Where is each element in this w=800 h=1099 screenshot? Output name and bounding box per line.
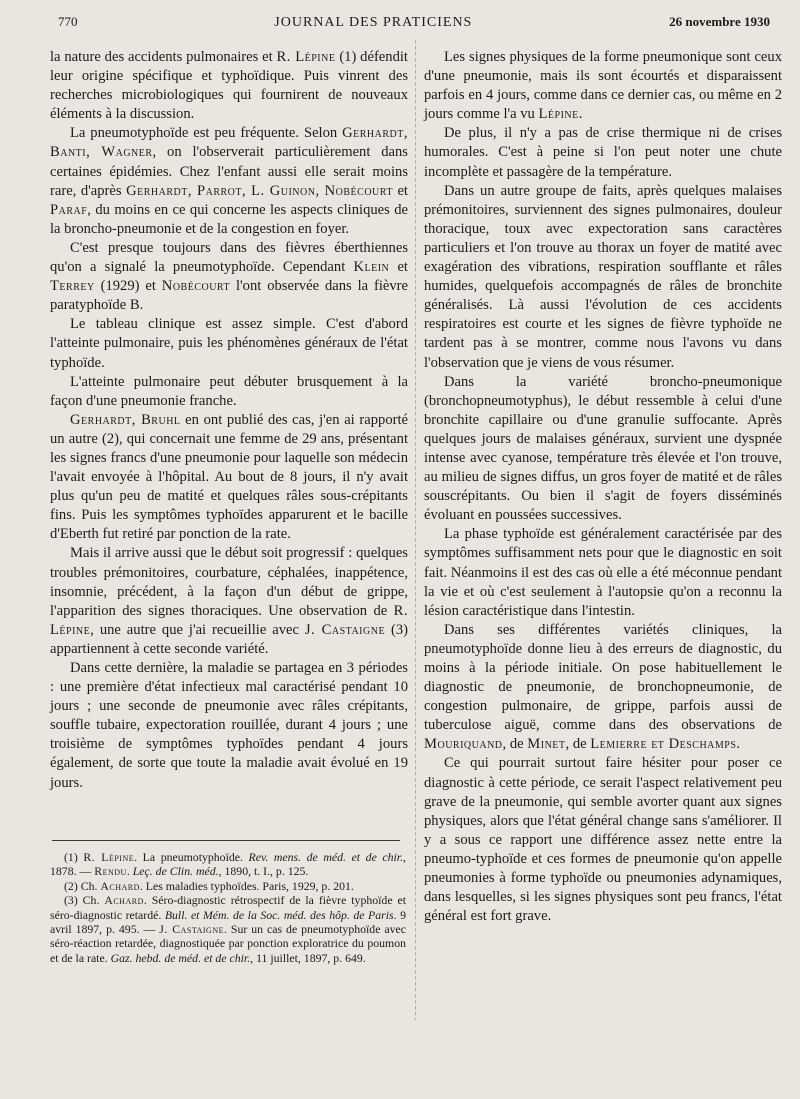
paragraph: Le tableau clinique est assez simple. C'est d'abord l'atteinte pulmonaire, puis les phénomènes généraux de l'état typhoïde. (50, 316, 408, 371)
author-name: Lépine (538, 106, 579, 123)
author-name: Lemierre et Deschamps (590, 736, 737, 753)
author-name: J. Castaigne (304, 621, 386, 638)
author-name: Gerhardt, Bruhl (70, 411, 181, 428)
paragraph: La phase typhoïde est généralement caractérisée par des symptômes suffisamment nets pour que le diagnostic en soit fait. Néanmoins il est des cas où elle a été méconnue pendant la vie et où c'est seulement à l'autopsie qu'on a reconnu la lésion caractéristique dans l'intestin. (424, 526, 782, 619)
paragraph: La pneumotyphoïde est peu fréquente. Selon Gerhardt, Banti, Wagner, on l'observerait particulièrement dans certaines épidémies. Chez l'enfant aussi elle serait moins rare, d'après Gerhardt, Parrot, L. Guinon, Nobécourt et Paraf, du moins en ce qui concerne les aspects cliniques de la broncho-pneumonie et de la congestion en foyer. (50, 125, 408, 237)
paragraph: Mais il arrive aussi que le début soit progressif : quelques troubles prémonitoires, courbature, céphalées, inappétence, insomnie, précédent, à la façon d'un début de grippe, l'apparition des signes thoraciques. Une observation de R. Lépine, une autre que j'ai recueillie avec J. Castaigne (3) appartiennent à cette seconde variété. (50, 545, 408, 657)
author-name: R. Lépine (276, 49, 336, 65)
running-header (58, 14, 770, 36)
author-name: Paraf (50, 201, 88, 218)
author-name: R. Lépine (50, 602, 408, 638)
footnote-2: (2) Ch. Achard. Les maladies typhoïdes. Paris, 1929, p. 201. (64, 878, 354, 893)
paragraph: L'atteinte pulmonaire peut débuter brusquement à la façon d'une pneumonie franche. (50, 373, 408, 409)
author-name: Terrey (50, 278, 95, 295)
author-name: Mouriquand (424, 736, 503, 753)
author-name: Gerhardt, Banti, Wagner (50, 125, 408, 161)
author-name: Klein (353, 259, 390, 276)
footnote-rule (52, 840, 400, 841)
issue-date: 26 novembre 1930 (669, 14, 770, 29)
paragraph: De plus, il n'y a pas de crise thermique ni de crises humorales. C'est à peine si l'on peut noter une chute incomplète et passagère de la température. (424, 125, 782, 180)
footnote-1: (1) R. Lépine. La pneumotyphoïde. Rev. mens. de méd. et de chir., 1878. — Rendu. Leç. de Clin. méd., 1890, t. I., p. 125. (50, 850, 406, 879)
author-name: Gerhardt, Parrot, L. Guinon, Nobécourt (126, 182, 393, 199)
paragraph: Dans un autre groupe de faits, après quelques malaises prémonitoires, surviennent des signes pulmonaires, douleur thoracique, toux avec expectoration sans caractères particuliers et l'on trouve au thorax un foyer de matité avec exagération des vibrations, respiration soufflante et râles humides, quelquefois accompagnés de râles de bronchite généralisés. Là aussi l'évolution de ces accidents respiratoires est courte et les signes de fièvre typhoïde ne tardent pas à se montrer, comme nous l'avons vu dans l'observation que je viens de vous résumer. (424, 182, 782, 371)
paragraph: Dans ses différentes variétés cliniques, la pneumotyphoïde donne lieu à des erreurs de diagnostic, du moins à la période initiale. On pose habituellement le diagnostic de pneumonie, de bronchopneumonie, de congestion pulmonaire, de grippe, parfois aussi de tuberculose aiguë, comme dans des observations de Mouriquand, de Minet, de Lemierre et Deschamps. (424, 621, 782, 753)
page-number: 770 (58, 14, 78, 29)
paragraph: C'est presque toujours dans des fièvres éberthiennes qu'on a signalé la pneumotyphoïde. Cependant Klein et Terrey (1929) et Nobécourt l'ont observée dans la fièvre paratyphoïde B. (50, 239, 409, 314)
footnote-3: (3) Ch. Achard. Séro-diagnostic rétrospectif de la fièvre typhoïde et séro-diagnostic retardé. Bull. et Mém. de la Soc. méd. des hôp. de Paris. 9 avril 1897, p. 495. — J. Castaigne. Sur un cas de pneumotyphoïde avec séro-réaction retardée, diagnostiquée par ponction exploratrice du poumon et de la rate. Gaz. hebd. de méd. et de chir., 11 juillet, 1897, p. 649. (50, 893, 406, 965)
column-divider (415, 40, 416, 1020)
right-column (424, 48, 782, 926)
paragraph: Les signes physiques de la forme pneumonique sont ceux d'une pneumonie, mais ils sont écourtés et disparaissent parfois en 4 jours, comme dans ce dernier cas, ou même en 2 jours comme l'a vu Lépine. (424, 49, 782, 123)
paragraph: Gerhardt, Bruhl en ont publié des cas, j'en ai rapporté un autre (2), qui concernait une femme de 29 ans, présentant les signes francs d'une pneumonie pour laquelle son médecin l'avait envoyée à l'hôpital. Au bout de 8 jours, il n'y avait plus qu'un peu de matité et quelques râles sous-crépitants fins. Puis les symptômes typhoïdes apparurent et le bacille d'Eberth fut retiré par ponction de la rate. (50, 411, 409, 543)
paragraph: la nature des accidents pulmonaires et R. Lépine (1) défendit leur origine spécifique et typhoïdique. Puis vinrent des recherches microbiologiques qui fournirent de nouveaux éléments à la discussion. (50, 49, 408, 123)
journal-title: JOURNAL DES PRATICIENS (274, 15, 473, 30)
left-column (50, 48, 408, 793)
paragraph: Dans la variété broncho-pneumonique (bronchopneumotyphus), le début ressemble à celui d'une bronchite capillaire ou d'une granulie suffocante. Après quelques jours de malaises généraux, survient une dyspnée intense avec cyanose, température très élevée et l'on trouve, au milieu de signes diffus, un gros foyer de matité et de râles souscrépitants. Ou bien il s'agit de foyers disséminés évoluant en poussées successives. (424, 373, 782, 524)
footnotes (50, 850, 406, 965)
paragraph: Ce qui pourrait surtout faire hésiter pour poser ce diagnostic à cette période, ce serait l'aspect relativement peu grave de la pneumonie, qui semble avorter quant aux signes physiques, alors que l'état général change sans s'améliorer. Il y a sous ce rapport une différence assez nette entre la pneumo-typhoïde et ces formes de pneumonie qu'on appelle pneumonies à forme typhoïde ou pneumonies adynamiques, dans lesquelles, si les signes physiques sont peu francs, l'état général est fort grave. (424, 755, 782, 925)
author-name: Nobécourt (161, 278, 231, 295)
paragraph: Dans cette dernière, la maladie se partagea en 3 périodes : une première d'état infectieux mal caractérisé pendant 10 jours ; une seconde de pneumonie avec râles crépitants, souffle tubaire, expectoration rouillée, durant 4 jours ; une troisième de symptômes typhoïdes pendant 4 jours également, de sorte que toute la maladie avait évolué en 19 jours. (50, 660, 408, 791)
author-name: Minet (527, 736, 566, 753)
